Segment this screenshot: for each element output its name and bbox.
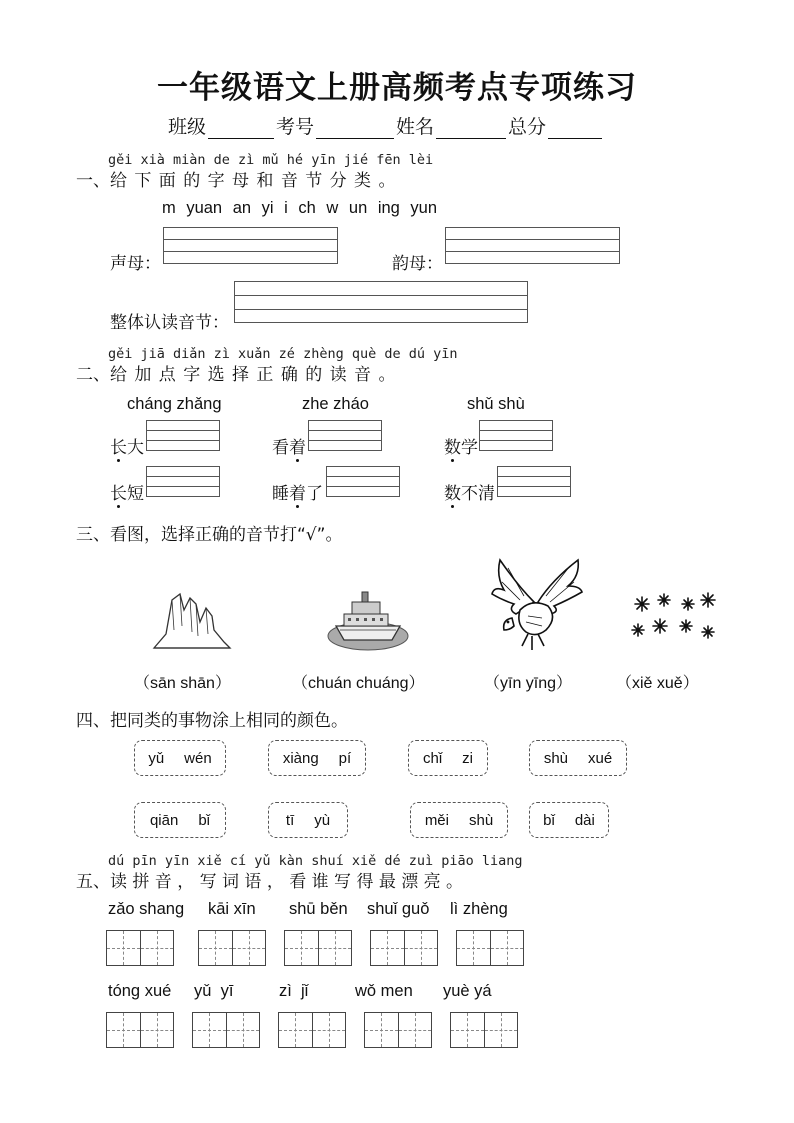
color-card[interactable]: qiān bǐ xyxy=(134,802,226,838)
page-title: 一年级语文上册高频考点专项练习 xyxy=(157,70,637,106)
s2-word-1: 长大 xyxy=(110,433,144,458)
eagle-picture xyxy=(488,556,584,656)
s2-answer-3[interactable] xyxy=(479,420,553,451)
student-info xyxy=(168,112,604,139)
s2-word-4: 长短 xyxy=(110,479,144,504)
name-blank[interactable] xyxy=(436,118,506,139)
snowflakes xyxy=(632,593,715,638)
s5-pinyin: dú pīn yīn xiě cí yǔ kàn shuí xiě dé zuì piāo liang xyxy=(108,853,523,869)
s2-answer-4[interactable] xyxy=(146,466,220,497)
zhengti-answer-lines[interactable] xyxy=(234,281,528,323)
s2-pinyin: gěi jiā diǎn zì xuǎn zé zhèng què de dú yīn xyxy=(108,346,458,362)
color-card[interactable]: tī yù xyxy=(268,802,348,838)
s5-word: kāi xīn xyxy=(208,900,256,918)
s2-word-5: 睡着了 xyxy=(272,479,323,504)
s2-option-3: shǔ shù xyxy=(467,395,525,413)
s3-caption-eagle[interactable]: （yīn yīng） xyxy=(484,675,573,692)
s5-word: yuè yá xyxy=(443,982,492,1000)
color-card[interactable]: yǔ wén xyxy=(134,740,226,776)
s2-heading xyxy=(76,360,396,385)
yunmu-answer-lines[interactable] xyxy=(445,227,620,264)
s4-heading: 四、把同类的事物涂上相同的颜色。 xyxy=(76,711,348,731)
s5-number: 五、 xyxy=(76,872,110,892)
number-label: 考号 xyxy=(276,116,315,138)
s1-pinyin: gěi xià miàn de zì mǔ hé yīn jié fēn lèi xyxy=(108,152,434,168)
s2-option-1: cháng zhǎng xyxy=(127,395,222,413)
shengmu-answer-lines[interactable] xyxy=(163,227,338,264)
yunmu-label: 韵母： xyxy=(392,254,443,274)
writing-grid[interactable] xyxy=(106,930,174,966)
s5-word: yǔ yī xyxy=(194,982,234,1000)
writing-grid[interactable] xyxy=(364,1012,432,1048)
s3-caption-snow[interactable]: （xiě xuě） xyxy=(616,675,699,692)
color-card[interactable]: shù xué xyxy=(529,740,627,776)
s5-word: shū běn xyxy=(289,900,348,918)
s3-caption-ship[interactable]: （chuán chuáng） xyxy=(292,675,425,692)
s2-word-6: 数不清 xyxy=(444,479,495,504)
s2-word-3: 数学 xyxy=(444,433,478,458)
color-card[interactable]: bǐ dài xyxy=(529,802,609,838)
s3-heading: 三、看图，选择正确的音节打“√”。 xyxy=(76,525,343,545)
s1-letter-list: m yuan an yi i ch w un ing yun xyxy=(162,199,438,217)
s5-word: tóng xué xyxy=(108,982,172,1000)
s2-word-2: 看着 xyxy=(272,433,306,458)
total-blank[interactable] xyxy=(548,118,602,139)
s2-number: 二、 xyxy=(76,365,110,385)
s5-word: wǒ men xyxy=(355,982,413,1000)
total-label: 总分 xyxy=(508,116,547,138)
mountain-picture xyxy=(152,590,232,652)
writing-grid[interactable] xyxy=(284,930,352,966)
s5-word: shuǐ guǒ xyxy=(367,900,430,918)
s1-text: 给 下 面 的 字 母 和 音 节 分 类 。 xyxy=(110,171,397,191)
writing-grid[interactable] xyxy=(106,1012,174,1048)
writing-grid[interactable] xyxy=(192,1012,260,1048)
color-card[interactable]: xiàng pí xyxy=(268,740,366,776)
s5-word: lì zhèng xyxy=(450,900,508,918)
color-card[interactable]: chǐ zi xyxy=(408,740,488,776)
ship-picture xyxy=(326,588,410,652)
s5-word: zǎo shang xyxy=(108,900,185,918)
s5-heading xyxy=(76,867,463,892)
s2-answer-2[interactable] xyxy=(308,420,382,451)
s1-number: 一、 xyxy=(76,171,110,191)
zhengti-label: 整体认读音节： xyxy=(110,313,229,333)
s1-heading xyxy=(76,166,396,191)
color-card[interactable]: měi shù xyxy=(410,802,508,838)
s2-answer-5[interactable] xyxy=(326,466,400,497)
s2-answer-1[interactable] xyxy=(146,420,220,451)
writing-grid[interactable] xyxy=(278,1012,346,1048)
writing-grid[interactable] xyxy=(370,930,438,966)
s2-text: 给 加 点 字 选 择 正 确 的 读 音 。 xyxy=(110,365,397,385)
shengmu-label: 声母： xyxy=(110,254,161,274)
s2-option-2: zhe zháo xyxy=(302,395,369,413)
s3-caption-mountain[interactable]: （sān shān） xyxy=(134,675,231,692)
s2-answer-6[interactable] xyxy=(497,466,571,497)
writing-grid[interactable] xyxy=(456,930,524,966)
number-blank[interactable] xyxy=(316,118,394,139)
snow-picture xyxy=(630,592,720,650)
writing-grid[interactable] xyxy=(450,1012,518,1048)
class-label: 班级 xyxy=(168,116,207,138)
s5-word: zì jǐ xyxy=(279,982,309,1000)
name-label: 姓名 xyxy=(396,116,435,138)
writing-grid[interactable] xyxy=(198,930,266,966)
s5-text: 读 拼 音 ， 写 词 语 ， 看 谁 写 得 最 漂 亮 。 xyxy=(110,872,464,892)
class-blank[interactable] xyxy=(208,118,274,139)
